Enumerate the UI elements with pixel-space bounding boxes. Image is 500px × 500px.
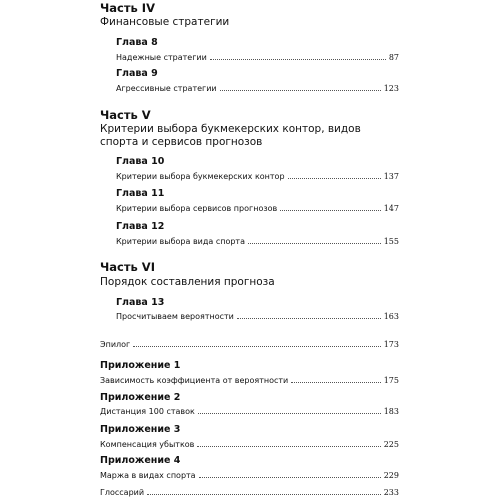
toc-entry[interactable] <box>116 82 399 94</box>
chapter-label: Глава 11 <box>116 188 165 199</box>
dot-leader <box>133 338 380 347</box>
dot-leader <box>291 374 380 383</box>
toc-entry-page: 233 <box>383 488 399 497</box>
toc-entry-page: 175 <box>383 376 399 385</box>
toc-entry-title: Агрессивные стратегии <box>116 84 217 93</box>
toc-entry-page: 155 <box>383 237 399 246</box>
appendix-label: Приложение 4 <box>100 455 181 466</box>
part-label: Часть IV <box>100 1 155 15</box>
chapter-label: Глава 9 <box>116 68 158 79</box>
toc-entry[interactable] <box>116 51 399 63</box>
appendix-label: Приложение 2 <box>100 392 181 403</box>
toc-entry-page: 173 <box>383 340 399 349</box>
toc-entry[interactable] <box>100 374 399 386</box>
part-title: Порядок составления прогноза <box>100 276 275 288</box>
toc-entry-page: 87 <box>388 53 399 62</box>
toc-entry-page: 123 <box>383 84 399 93</box>
part-title: Критерии выбора букмекерских контор, видов спорта и сервисов прогнозов <box>100 123 361 148</box>
toc-entry[interactable] <box>116 170 399 182</box>
toc-entry-glossary[interactable] <box>100 486 399 498</box>
part-label: Часть V <box>100 108 151 122</box>
toc-entry-page: 147 <box>383 204 399 213</box>
toc-entry-page: 163 <box>383 312 399 321</box>
dot-leader <box>237 310 381 319</box>
appendix-label: Приложение 1 <box>100 360 181 371</box>
chapter-label: Глава 13 <box>116 297 165 308</box>
toc-entry-page: 229 <box>383 471 399 480</box>
toc-entry[interactable] <box>100 438 399 450</box>
toc-entry-title: Дистанция 100 ставок <box>100 407 195 416</box>
toc-entry[interactable] <box>100 469 399 481</box>
toc-entry-title: Критерии выбора вида спорта <box>116 237 245 246</box>
chapter-label: Глава 10 <box>116 156 165 167</box>
toc-entry-title: Зависимость коэффициента от вероятности <box>100 376 289 385</box>
toc-entry[interactable] <box>116 310 399 322</box>
toc-entry-page: 183 <box>383 407 399 416</box>
toc-entry[interactable] <box>100 405 399 417</box>
toc-entry-page: 225 <box>383 440 399 449</box>
chapter-label: Глава 12 <box>116 221 165 232</box>
toc-entry-title: Маржа в видах спорта <box>100 471 196 480</box>
toc-entry[interactable] <box>116 202 399 214</box>
dot-leader <box>288 170 381 179</box>
toc-entry-page: 137 <box>383 172 399 181</box>
dot-leader <box>280 202 381 211</box>
toc-entry-title: Критерии выбора сервисов прогнозов <box>116 204 278 213</box>
toc-entry-title: Критерии выбора букмекерских контор <box>116 172 285 181</box>
toc-entry-title: Надежные стратегии <box>116 53 207 62</box>
toc-entry-title: Эпилог <box>100 340 131 349</box>
chapter-label: Глава 8 <box>116 37 158 48</box>
part-title: Финансовые стратегии <box>100 16 230 28</box>
toc-entry-title: Глоссарий <box>100 488 145 497</box>
part-label: Часть VI <box>100 260 155 274</box>
toc-entry[interactable] <box>116 235 399 247</box>
appendix-label: Приложение 3 <box>100 424 181 435</box>
dot-leader <box>198 405 381 414</box>
dot-leader <box>147 486 381 495</box>
dot-leader <box>197 438 380 447</box>
dot-leader <box>199 469 381 478</box>
toc-entry-title: Просчитываем вероятности <box>116 312 234 321</box>
dot-leader <box>210 51 386 60</box>
dot-leader <box>220 82 381 91</box>
toc-entry-title: Компенсация убытков <box>100 440 195 449</box>
toc-entry-epilogue[interactable] <box>100 338 399 350</box>
dot-leader <box>248 235 381 244</box>
